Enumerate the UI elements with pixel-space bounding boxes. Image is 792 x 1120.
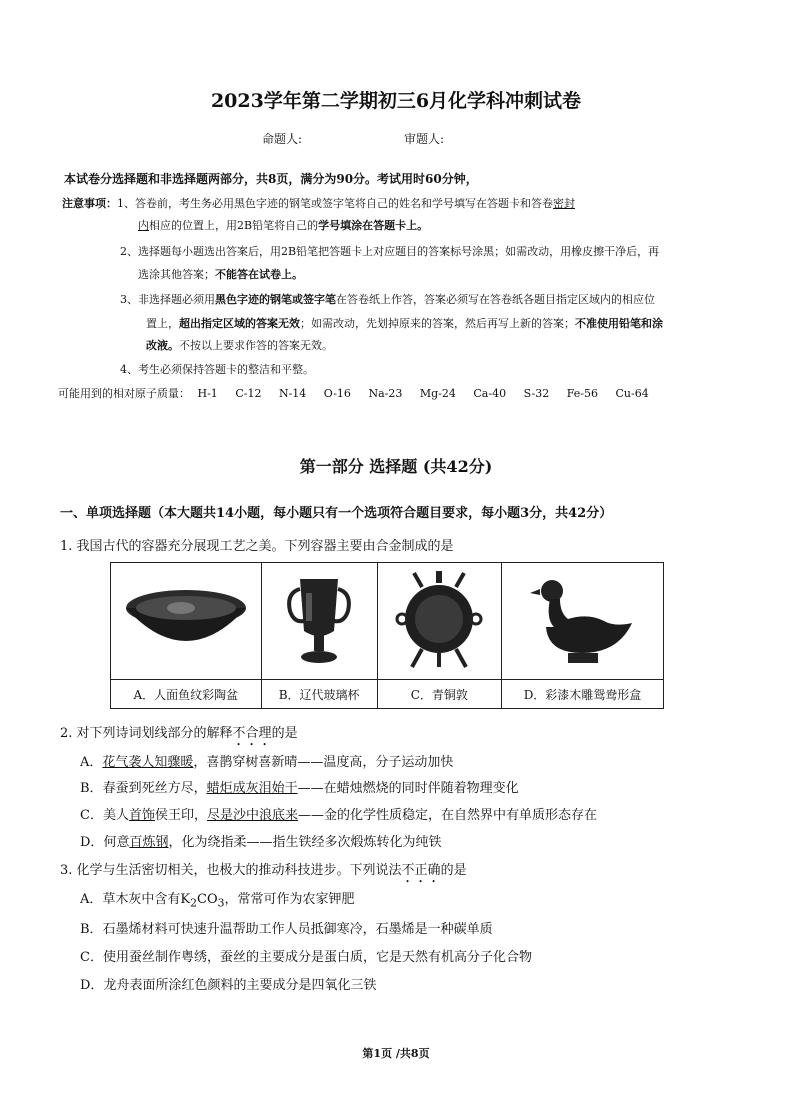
page-footer: 第1页 /共8页 xyxy=(362,1047,430,1060)
question-1-image-table xyxy=(110,562,664,709)
question-1-option-b: B．辽代玻璃杯 xyxy=(261,680,377,709)
question-3-stem: 3. 化学与生活密切相关，也极大的推动科技进步。下列说法不正确的是 xyxy=(60,863,467,878)
atomic-masses xyxy=(58,385,663,401)
exam-intro: 本试卷分选择题和非选择题两部分，共8页，满分为90分。考试用时60分钟， xyxy=(64,172,478,186)
mass-item: Cu-64 xyxy=(615,387,649,400)
question-2-option-c: C．美人首饰侯王印，尽是沙中浪底来——金的化学性质稳定，在自然界中有单质形态存在 xyxy=(80,808,598,823)
question-2-option-b: B．春蚕到死丝方尽，蜡炬成灰泪始干——在蜡烛燃烧的同时伴随着物理变化 xyxy=(80,781,519,796)
mass-item: Mg-24 xyxy=(419,387,456,400)
question-1-option-c: C．青铜敦 xyxy=(377,680,501,709)
mass-item: N-14 xyxy=(278,387,307,400)
mass-item: Fe-56 xyxy=(566,387,598,400)
mass-item: O-16 xyxy=(323,387,351,400)
atomic-masses-label: 可能用到的相对原子质量： xyxy=(58,387,190,400)
mass-item: Na-23 xyxy=(368,387,403,400)
question-1-option-d: D．彩漆木雕鸳鸯形盒 xyxy=(502,680,664,709)
glass-cup-image xyxy=(261,563,377,680)
bronze-dui-image xyxy=(377,563,501,680)
question-2-stem: 2. 对下列诗词划线部分的解释不合理的是 xyxy=(60,726,298,741)
duck-box-icon xyxy=(528,573,638,665)
bronze-dui-icon xyxy=(394,569,484,669)
question-3-option-a: A．草木灰中含有$K_2CO_3$，常常可作为农家钾肥 xyxy=(80,892,355,910)
notes-item-4: 4、考生必须保持答题卡的整洁和平整。 xyxy=(120,363,314,376)
section-title: 一、单项选择题（本大题共14小题，每小题只有一个选项符合题目要求，每小题3分，共42分） xyxy=(60,506,613,521)
pottery-basin-image xyxy=(111,563,262,680)
notes-item-3-cont: 置上，超出指定区域的答案无效；如需改动，先划掉原来的答案，然后再写上新的答案；不准使用铅笔和涂 xyxy=(146,317,663,330)
glass-cup-icon xyxy=(284,571,354,667)
notes-item-2-cont: 选涂其他答案；不能答在试卷上。 xyxy=(138,268,303,281)
author-label: 命题人: xyxy=(262,132,303,146)
mass-item: S-32 xyxy=(523,387,550,400)
mass-item: H-1 xyxy=(197,387,218,400)
question-3-option-b: B．石墨烯材料可快速升温帮助工作人员抵御寒冷，石墨烯是一种碳单质 xyxy=(80,922,493,937)
question-3-option-d: D．龙舟表面所涂红色颜料的主要成分是四氧化三铁 xyxy=(80,978,377,993)
notes-label: 注意事项： xyxy=(62,197,117,210)
question-3-option-c: C．使用蚕丝制作粤绣，蚕丝的主要成分是蛋白质，它是天然有机高分子化合物 xyxy=(80,950,532,965)
question-1-stem: 1. 我国古代的容器充分展现工艺之美。下列容器主要由合金制成的是 xyxy=(60,539,454,554)
mass-item: Ca-40 xyxy=(473,387,507,400)
pottery-basin-icon xyxy=(121,584,251,654)
question-2-option-a: A．花气袭人知骤暖，喜鹊穿树喜新晴——温度高，分子运动加快 xyxy=(80,755,454,770)
question-1-option-a: A．人面鱼纹彩陶盆 xyxy=(111,680,262,709)
notes-item-3-cont2: 改液。不按以上要求作答的答案无效。 xyxy=(146,339,333,352)
notes-item-1: 注意事项：1、答卷前，考生务必用黑色字迹的钢笔或签字笔将自己的姓名和学号填写在答题卡和答卷密封 xyxy=(62,197,575,210)
question-2-option-d: D．何意百炼钢，化为绕指柔——指生铁经多次煅炼转化为纯铁 xyxy=(80,835,442,850)
part-title: 第一部分 选择题 (共42分) xyxy=(299,457,493,476)
notes-item-3: 3、非选择题必须用黑色字迹的钢笔或签字笔在答卷纸上作答，答案必须写在答卷纸各题目指定区域内的相应位 xyxy=(120,293,655,306)
exam-title: 2023学年第二学期初三6月化学科冲刺试卷 xyxy=(210,90,582,112)
mass-item: C-12 xyxy=(235,387,262,400)
duck-box-image xyxy=(502,563,664,680)
notes-item-2: 2、选择题每小题选出答案后，用2B铅笔把答题卡上对应题目的答案标号涂黑；如需改动，用橡皮擦干净后，再 xyxy=(120,245,660,258)
notes-item-1-cont: 内相应的位置上，用2B铅笔将自己的学号填涂在答题卡上。 xyxy=(138,219,429,232)
reviewer-label: 审题人: xyxy=(404,132,445,146)
